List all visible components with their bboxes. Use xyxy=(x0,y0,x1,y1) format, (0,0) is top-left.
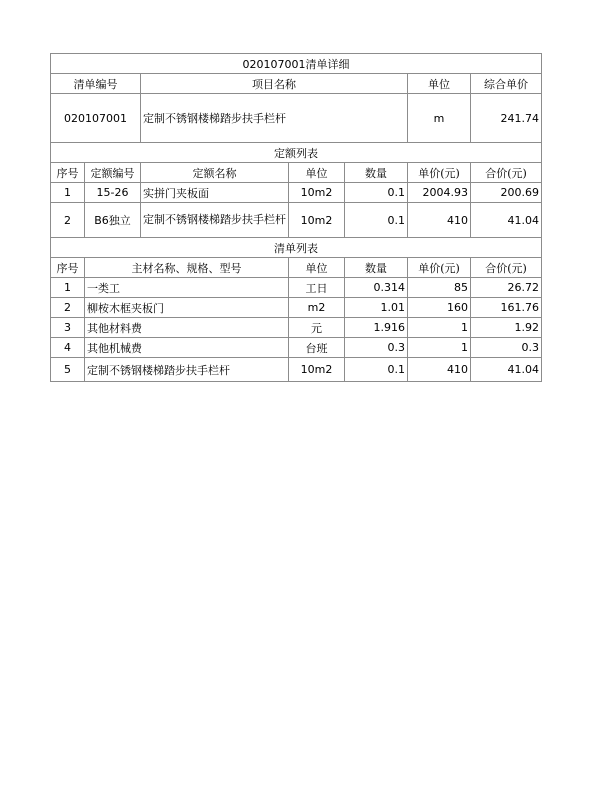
material-unit: 10m2 xyxy=(289,358,345,382)
material-qty: 1.01 xyxy=(345,298,408,318)
quota-total: 41.04 xyxy=(471,203,542,238)
materials-header-row xyxy=(51,258,542,278)
material-price: 160 xyxy=(408,298,471,318)
material-row xyxy=(51,298,542,318)
summary-name: 定制不锈钢楼梯踏步扶手栏杆 xyxy=(141,94,408,143)
material-row xyxy=(51,318,542,338)
material-unit: 元 xyxy=(289,318,345,338)
summary-header-code: 清单编号 xyxy=(51,74,141,94)
materials-header-no: 序号 xyxy=(51,258,85,278)
material-row xyxy=(51,278,542,298)
material-name: 其他材料费 xyxy=(85,318,289,338)
quota-header-no: 序号 xyxy=(51,163,85,183)
material-no: 1 xyxy=(51,278,85,298)
quota-code: 15-26 xyxy=(85,183,141,203)
materials-header-qty: 数量 xyxy=(345,258,408,278)
summary-code: 020107001 xyxy=(51,94,141,143)
summary-header-unit: 单位 xyxy=(408,74,471,94)
material-qty: 0.3 xyxy=(345,338,408,358)
quota-unit: 10m2 xyxy=(289,203,345,238)
quota-no: 2 xyxy=(51,203,85,238)
material-no: 5 xyxy=(51,358,85,382)
material-name: 定制不锈钢楼梯踏步扶手栏杆 xyxy=(85,358,289,382)
quota-total: 200.69 xyxy=(471,183,542,203)
quota-price: 2004.93 xyxy=(408,183,471,203)
quota-section-title: 定额列表 xyxy=(51,143,542,163)
summary-header-name: 项目名称 xyxy=(141,74,408,94)
material-qty: 1.916 xyxy=(345,318,408,338)
title-row xyxy=(51,54,542,74)
material-name: 其他机械费 xyxy=(85,338,289,358)
quota-qty: 0.1 xyxy=(345,183,408,203)
material-no: 2 xyxy=(51,298,85,318)
quota-unit: 10m2 xyxy=(289,183,345,203)
material-unit: m2 xyxy=(289,298,345,318)
material-qty: 0.314 xyxy=(345,278,408,298)
quota-name: 定制不锈钢楼梯踏步扶手栏杆 xyxy=(141,203,289,238)
quota-header-total: 合价(元) xyxy=(471,163,542,183)
bill-detail-table xyxy=(50,53,542,382)
material-total: 41.04 xyxy=(471,358,542,382)
materials-header-price: 单价(元) xyxy=(408,258,471,278)
quota-section-row xyxy=(51,143,542,163)
table-title: 020107001清单详细 xyxy=(51,54,542,74)
material-price: 85 xyxy=(408,278,471,298)
quota-header-price: 单价(元) xyxy=(408,163,471,183)
material-price: 410 xyxy=(408,358,471,382)
material-row xyxy=(51,338,542,358)
quota-name: 实拼门夹板面 xyxy=(141,183,289,203)
quota-row xyxy=(51,183,542,203)
material-row xyxy=(51,358,542,382)
summary-price: 241.74 xyxy=(471,94,542,143)
summary-header-price: 综合单价 xyxy=(471,74,542,94)
quota-header-qty: 数量 xyxy=(345,163,408,183)
quota-header-code: 定额编号 xyxy=(85,163,141,183)
materials-header-total: 合价(元) xyxy=(471,258,542,278)
quota-header-row xyxy=(51,163,542,183)
material-unit: 台班 xyxy=(289,338,345,358)
summary-unit: m xyxy=(408,94,471,143)
quota-code: B6独立 xyxy=(85,203,141,238)
materials-header-name: 主材名称、规格、型号 xyxy=(85,258,289,278)
material-qty: 0.1 xyxy=(345,358,408,382)
materials-header-unit: 单位 xyxy=(289,258,345,278)
quota-header-name: 定额名称 xyxy=(141,163,289,183)
material-total: 1.92 xyxy=(471,318,542,338)
material-total: 161.76 xyxy=(471,298,542,318)
material-price: 1 xyxy=(408,318,471,338)
quota-qty: 0.1 xyxy=(345,203,408,238)
materials-section-title: 清单列表 xyxy=(51,238,542,258)
quota-no: 1 xyxy=(51,183,85,203)
summary-row xyxy=(51,94,542,143)
material-name: 一类工 xyxy=(85,278,289,298)
materials-section-row xyxy=(51,238,542,258)
material-name: 柳桉木框夹板门 xyxy=(85,298,289,318)
material-total: 26.72 xyxy=(471,278,542,298)
material-no: 4 xyxy=(51,338,85,358)
quota-row xyxy=(51,203,542,238)
quota-header-unit: 单位 xyxy=(289,163,345,183)
material-total: 0.3 xyxy=(471,338,542,358)
material-price: 1 xyxy=(408,338,471,358)
material-unit: 工日 xyxy=(289,278,345,298)
summary-header-row xyxy=(51,74,542,94)
material-no: 3 xyxy=(51,318,85,338)
quota-price: 410 xyxy=(408,203,471,238)
